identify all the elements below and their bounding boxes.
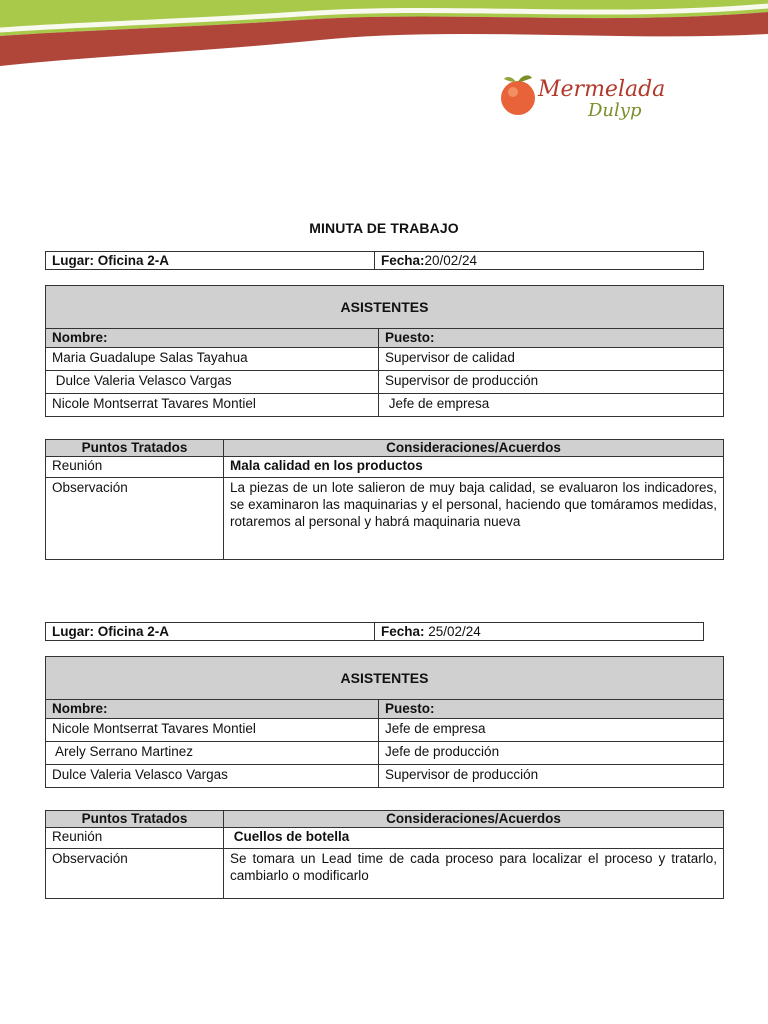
puntos-table-1 bbox=[45, 439, 724, 560]
table-row bbox=[46, 719, 724, 742]
fecha-value: 25/02/24 bbox=[424, 624, 481, 639]
asistentes-title: ASISTENTES bbox=[46, 657, 724, 700]
puntos-table-2 bbox=[45, 810, 724, 899]
attendee-role: Jefe de empresa bbox=[379, 719, 724, 742]
attendee-name: Dulce Valeria Velasco Vargas bbox=[46, 371, 379, 394]
header-wave-band bbox=[0, 0, 768, 80]
asistentes-table-1 bbox=[45, 285, 724, 417]
table-row bbox=[46, 348, 724, 371]
puesto-header: Puesto: bbox=[379, 700, 724, 719]
observacion-label: Observación bbox=[46, 849, 224, 899]
peach-fruit-icon bbox=[501, 75, 535, 115]
asistentes-table-2 bbox=[45, 656, 724, 788]
nombre-header: Nombre: bbox=[46, 700, 379, 719]
svg-text:Mermelada: Mermelada bbox=[538, 77, 666, 102]
reunion-value: Cuellos de botella bbox=[224, 828, 724, 849]
lugar-fecha-table-1 bbox=[45, 251, 704, 270]
fecha-value: 20/02/24 bbox=[424, 253, 478, 268]
lugar-fecha-table-2 bbox=[45, 622, 704, 641]
fecha-cell bbox=[375, 252, 704, 270]
table-row bbox=[46, 394, 724, 417]
observacion-label: Observación bbox=[46, 478, 224, 560]
svg-text:Dulyp: Dulyp bbox=[588, 100, 642, 121]
table-row bbox=[46, 742, 724, 765]
attendee-role: Supervisor de producción bbox=[379, 371, 724, 394]
attendee-role: Supervisor de producción bbox=[379, 765, 724, 788]
reunion-label: Reunión bbox=[46, 828, 224, 849]
fecha-label: Fecha: bbox=[381, 253, 425, 268]
puntos-header: Puntos Tratados bbox=[46, 440, 224, 457]
reunion-label: Reunión bbox=[46, 457, 224, 478]
table-row bbox=[46, 371, 724, 394]
consideraciones-header: Consideraciones/Acuerdos bbox=[224, 440, 724, 457]
observacion-value: Se tomara un Lead time de cada proceso para localizar el proceso y tratarlo, cambiarlo o modificarlo bbox=[224, 849, 724, 899]
attendee-role: Jefe de empresa bbox=[379, 394, 724, 417]
puntos-header: Puntos Tratados bbox=[46, 811, 224, 828]
lugar-cell: Lugar: Oficina 2-A bbox=[46, 252, 375, 270]
attendee-name: Dulce Valeria Velasco Vargas bbox=[46, 765, 379, 788]
lugar-cell: Lugar: Oficina 2-A bbox=[46, 623, 375, 641]
company-logo bbox=[498, 70, 720, 124]
attendee-name: Arely Serrano Martinez bbox=[46, 742, 379, 765]
attendee-role: Supervisor de calidad bbox=[379, 348, 724, 371]
nombre-header: Nombre: bbox=[46, 329, 379, 348]
fecha-label: Fecha: bbox=[381, 624, 425, 639]
observacion-value: La piezas de un lote salieron de muy baja calidad, se evaluaron los indicadores, se examinaron las maquinarias y el personal, haciendo que tomáramos medidas, rotaremos al personal y habrá maquinaria nueva bbox=[224, 478, 724, 560]
attendee-role: Jefe de producción bbox=[379, 742, 724, 765]
puesto-header: Puesto: bbox=[379, 329, 724, 348]
table-row bbox=[46, 765, 724, 788]
fecha-cell bbox=[375, 623, 704, 641]
attendee-name: Nicole Montserrat Tavares Montiel bbox=[46, 719, 379, 742]
reunion-value: Mala calidad en los productos bbox=[224, 457, 724, 478]
consideraciones-header: Consideraciones/Acuerdos bbox=[224, 811, 724, 828]
document-title: MINUTA DE TRABAJO bbox=[309, 220, 459, 236]
attendee-name: Maria Guadalupe Salas Tayahua bbox=[46, 348, 379, 371]
asistentes-title: ASISTENTES bbox=[46, 286, 724, 329]
attendee-name: Nicole Montserrat Tavares Montiel bbox=[46, 394, 379, 417]
